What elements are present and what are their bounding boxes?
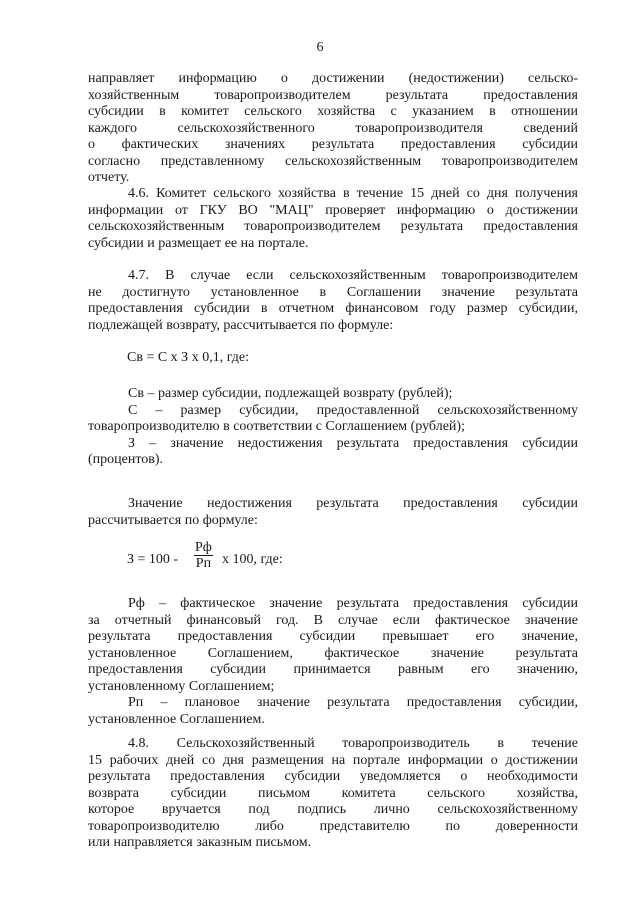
text-line: результата предоставления субсидии уведомляется о необходимости [88, 769, 578, 784]
text-line: результата предоставления субсидии превышает его значение, [88, 629, 578, 644]
paragraph-continuation [88, 71, 578, 187]
text-line: Значение недостижения результата предоставления субсидии [128, 496, 578, 511]
formula-prefix: З = 100 - [127, 552, 179, 567]
text-line: 4.7. В случае если сельскохозяйственным товаропроизводителем [128, 268, 578, 283]
text-line: товаропроизводителю либо представителю по доверенности [88, 818, 578, 834]
text-line: каждого сельскохозяйственного товаропроизводителя сведений [88, 120, 578, 136]
text-line: Рп – плановое значение результата предоставления субсидии, [128, 695, 578, 710]
text-line: Св – размер субсидии, подлежащей возврату (рублей); [128, 386, 453, 401]
text-line: 4.8. Сельскохозяйственный товаропроизводитель в течение [128, 736, 578, 751]
text-line: рассчитывается по формуле: [88, 512, 258, 528]
fraction-numerator: Рф [195, 540, 212, 555]
paragraph-4-7 [88, 268, 578, 334]
text-line: предоставления субсидии принимается равным его значению, [88, 662, 578, 677]
text-line: направляет информацию о достижении (недостижении) сельско- [88, 71, 578, 86]
text-line: товаропроизводителю в соответствии с Соглашением (рублей); [88, 419, 465, 434]
text-line: Рф – фактическое значение результата предоставления субсидии [128, 596, 578, 611]
formula-intro [88, 496, 578, 529]
text-line: которое вручается под подпись лично сельскохозяйственному [88, 802, 578, 817]
text-line: предоставления субсидии в отчетном финансовом году размер субсидии, [88, 301, 578, 316]
text-line: хозяйственным товаропроизводителем результата предоставления [88, 87, 578, 103]
formula-suffix: x 100, где: [222, 552, 283, 567]
text-line: за отчетный финансовый год. В случае если фактическое значение [88, 612, 578, 628]
text-line: информации от ГКУ ВО "МАЦ" проверяет информацию о достижении [88, 202, 578, 218]
text-line: установленное Соглашением, фактическое значение результата [88, 645, 578, 661]
text-line: субсидии и размещает ее на портале. [88, 235, 309, 251]
text-line: сельскохозяйственным товаропроизводителем результата предоставления [88, 219, 578, 234]
page-number: 6 [316, 40, 324, 55]
formula-fraction [194, 540, 213, 571]
text-line: установленному Соглашением; [88, 678, 275, 694]
text-line: отчету. [88, 170, 130, 185]
paragraph-4-6 [88, 186, 578, 252]
formula-subsidy-return: Св = С х З х 0,1, где: [127, 350, 249, 365]
text-line: возврата субсидии письмом комитета сельского хозяйства, [88, 785, 578, 801]
text-line: 15 рабочих дней со дня размещения на портале информации о достижении [88, 752, 578, 768]
paragraph-4-8 [88, 736, 578, 852]
text-line: С – размер субсидии, предоставленной сельскохозяйственному [128, 402, 578, 418]
text-line: 4.6. Комитет сельского хозяйства в течение 15 дней со дня получения [128, 186, 578, 201]
text-line: о фактических значениях результата предоставления субсидии [88, 137, 578, 152]
text-line: или направляется заказным письмом. [88, 835, 312, 850]
formula-definitions [88, 386, 578, 469]
text-line: подлежащей возврату, рассчитывается по формуле: [88, 317, 394, 333]
text-line: не достигнуто установленное в Соглашении значение результата [88, 284, 578, 300]
text-line: З – значение недостижения результата предоставления субсидии [128, 435, 578, 451]
formula-definitions-2 [88, 596, 578, 728]
text-line: установленное Соглашением. [88, 711, 265, 727]
text-line: согласно представленному сельскохозяйственным товаропроизводителем [88, 153, 578, 169]
text-line: субсидии в комитет сельского хозяйства с указанием в отношении [88, 104, 578, 119]
text-line: (процентов). [88, 452, 164, 467]
fraction-denominator: Рп [195, 556, 212, 571]
